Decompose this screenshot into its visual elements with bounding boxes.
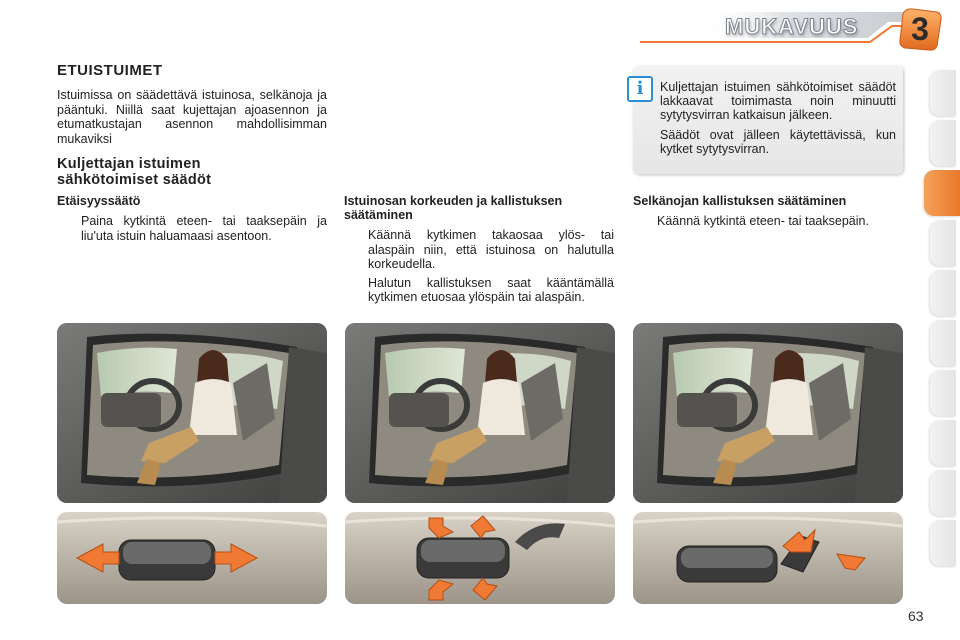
info-paragraph-2: Säädöt ovat jälleen käytettävissä, kun kytket sytytysvirran.	[660, 128, 896, 156]
chapter-number-badge	[897, 6, 943, 52]
pointing-hand-icon	[344, 276, 368, 305]
chapter-tab-4[interactable]	[930, 220, 956, 266]
bullet-item	[344, 276, 614, 305]
chapter-tab-6[interactable]	[930, 320, 956, 366]
info-icon: i	[627, 76, 653, 102]
pointing-hand-icon	[633, 214, 657, 229]
chapter-tab-8[interactable]	[930, 420, 956, 466]
car-seat-illustration	[57, 323, 327, 503]
page-number: 63	[908, 608, 924, 624]
car-seat-illustration	[633, 323, 903, 503]
pointing-hand-icon	[57, 214, 81, 243]
bullet-text: Paina kytkintä eteen- tai taaksepäin ja liu'uta istuin haluamaasi asentoon.	[81, 214, 327, 243]
pointing-hand-icon	[344, 228, 368, 272]
bullet-item	[57, 214, 327, 243]
bullet-text: Käännä kytkimen takaosaa ylös- tai alaspäin niin, että istuinosa on halutulla korkeudella.	[368, 228, 614, 271]
car-seat-illustration	[345, 323, 615, 503]
bullet-item	[344, 228, 614, 272]
column-height-heading: Istuinosan korkeuden ja kallistuksen säätäminen	[344, 194, 563, 222]
chapter-tab-9[interactable]	[930, 470, 956, 516]
info-text	[660, 80, 896, 162]
seat-photo-3	[633, 323, 903, 503]
seat-switch-illustration	[57, 512, 327, 604]
switch-detail-backrest	[633, 512, 903, 604]
chapter-tab-5[interactable]	[930, 270, 956, 316]
column-distance-heading: Etäisyyssäätö	[57, 194, 141, 208]
chapter-tab-3-active[interactable]	[924, 170, 960, 216]
section-title: ETUISTUIMET	[57, 62, 163, 79]
column-height	[344, 194, 614, 309]
subsection-title-line2: sähkötoimiset säädöt	[57, 172, 212, 188]
chapter-tab-2[interactable]	[930, 120, 956, 166]
chapter-tabs	[924, 60, 960, 580]
column-backrest	[633, 194, 905, 233]
bullet-text: Käännä kytkintä eteen- tai taaksepäin.	[657, 214, 869, 228]
switch-detail-distance	[57, 512, 327, 604]
subsection-title-line1: Kuljettajan istuimen	[57, 156, 201, 172]
info-paragraph-1: Kuljettajan istuimen sähkötoimiset säädöt lakkaavat toimimasta noin minuutti sytytysvirran katkaisun jälkeen.	[660, 80, 896, 122]
chapter-tab-1[interactable]	[930, 70, 956, 116]
chapter-title: MUKAVUUS	[725, 14, 859, 39]
chapter-tab-10[interactable]	[930, 520, 956, 566]
seat-switch-illustration	[633, 512, 903, 604]
chapter-number: 3	[911, 10, 929, 47]
switch-detail-height	[345, 512, 615, 604]
subsection-title	[57, 156, 317, 188]
bullet-item	[633, 214, 905, 229]
seat-photo-1	[57, 323, 327, 503]
column-backrest-heading: Selkänojan kallistuksen säätäminen	[633, 194, 847, 208]
bullet-text: Halutun kallistuksen saat kääntämällä kytkimen etuosaa ylöspäin tai alaspäin.	[368, 275, 614, 304]
section-intro: Istuimissa on säädettävä istuinosa, selkänoja ja pääntuki. Niillä saat kujettajan ajoasennon ja etumatkustajan asennon mahdollisimman mukaviksi	[57, 88, 327, 146]
column-distance	[57, 194, 327, 247]
seat-switch-illustration	[345, 512, 615, 604]
seat-photo-2	[345, 323, 615, 503]
chapter-tab-7[interactable]	[930, 370, 956, 416]
